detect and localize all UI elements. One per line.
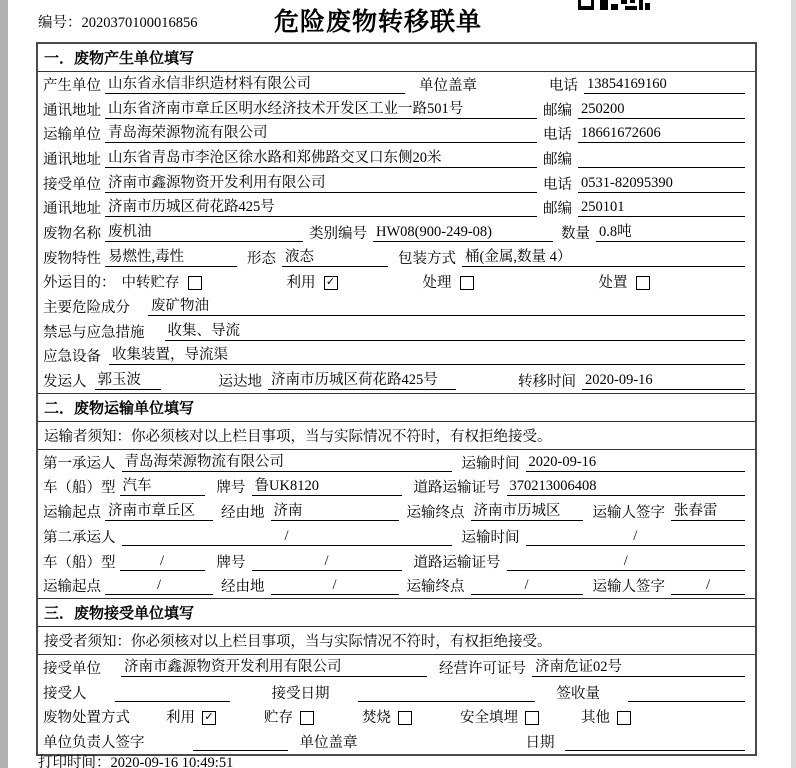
- waste-quantity-label: 数量: [561, 225, 590, 242]
- carrier2-signature-value: /: [671, 576, 745, 595]
- row-first-carrier: [38, 450, 755, 475]
- road-permit1-value: 370213006408: [507, 477, 746, 496]
- purpose-treatment-checkbox: [460, 276, 474, 290]
- terminal2-value: /: [471, 576, 583, 595]
- receiver-person-label: 接受人: [43, 685, 87, 702]
- receiver-unit-label: 接受单位: [43, 176, 101, 193]
- receiver-notice: 接受者须知：你必须核对以上栏目事项，当与实际情况不符时，有权拒绝接受。: [38, 627, 755, 655]
- transport-address-value: 山东省青岛市李沧区徐水路和郑佛路交叉口东侧20米: [105, 149, 537, 168]
- producer-zip-label: 邮编: [543, 102, 572, 119]
- license-number-label: 经营许可证号: [439, 660, 526, 677]
- receiver-zip-value: 250101: [578, 198, 745, 217]
- terminal1-label: 运输终点: [406, 505, 465, 522]
- transporter-notice: 运输者须知：你必须核对以上栏目事项，当与实际情况不符时，有权拒绝接受。: [38, 422, 755, 450]
- receiver-phone-label: 电话: [543, 176, 572, 193]
- disposal-use-label: 利用: [166, 710, 195, 727]
- producer-address-label: 通讯地址: [43, 102, 101, 119]
- transfer-date-value: 2020-09-16: [582, 371, 745, 390]
- row-transport-address: [38, 146, 755, 171]
- transport-zip-label: 邮编: [543, 151, 572, 168]
- row-vehicle2: [38, 549, 755, 574]
- qr-code-fragment: [578, 0, 650, 10]
- row-receiver-person: [38, 680, 755, 705]
- print-time-label: 打印时间：: [38, 755, 111, 768]
- via1-label: 经由地: [221, 505, 265, 522]
- disposal-landfill-checkbox: [525, 711, 539, 725]
- row-producer-unit: [38, 72, 755, 97]
- waste-character-value: 易燃性,毒性: [105, 248, 237, 267]
- emergency-equipment-value: 收集装置，导流渠: [109, 346, 745, 365]
- transport-time1-label: 运输时间: [461, 455, 520, 472]
- responsible-signature-value: [193, 732, 288, 751]
- purpose-use-label: 利用: [286, 275, 316, 292]
- vehicle-type2-value: /: [120, 552, 205, 571]
- row-receiver-unit: [38, 171, 755, 196]
- receive-unit-value: 济南市鑫源物资开发利用有限公司: [121, 658, 427, 677]
- row-vehicle1: [38, 475, 755, 500]
- terminal2-label: 运输终点: [406, 579, 465, 596]
- plate-number1-value: 鲁UK8120: [252, 477, 402, 496]
- row-producer-address: [38, 97, 755, 122]
- transport-time1-value: 2020-09-16: [526, 453, 746, 472]
- form-title: 危险废物转移联单: [273, 8, 482, 36]
- producer-phone-label: 电话: [549, 77, 578, 94]
- plate-number2-label: 牌号: [216, 554, 246, 571]
- via2-value: /: [271, 576, 399, 595]
- emergency-measures-label: 禁忌与应急措施: [43, 324, 145, 341]
- receiver-seal-label: 单位盖章: [299, 734, 358, 751]
- road-permit1-label: 道路运输证号: [413, 480, 501, 497]
- disposal-incineration-label: 焚烧: [362, 710, 391, 727]
- row-transport-unit: [38, 121, 755, 146]
- transport-unit-value: 青岛海荣源物流有限公司: [105, 124, 537, 143]
- disposal-storage-checkbox: [300, 711, 314, 725]
- origin1-label: 运输起点: [43, 505, 101, 522]
- vehicle-type1-label: 车（船）型: [43, 480, 116, 497]
- road-permit2-label: 道路运输证号: [413, 554, 501, 571]
- first-carrier-label: 第一承运人: [43, 455, 116, 472]
- receiver-address-value: 济南市历城区荷花路425号: [105, 198, 537, 217]
- disposal-use-checkbox: ✓: [202, 711, 216, 725]
- transport-phone-label: 电话: [543, 127, 572, 144]
- print-time-line: [38, 751, 233, 768]
- terminal1-value: 济南市历城区: [471, 502, 583, 521]
- manifest-table: [36, 42, 757, 756]
- print-time-value: 2020-09-16 10:49:51: [110, 755, 234, 768]
- disposal-storage-label: 贮存: [264, 710, 293, 727]
- serial-label: 编号：: [38, 15, 82, 31]
- receive-unit-label: 接受单位: [43, 660, 101, 677]
- receiver-address-label: 通讯地址: [43, 201, 101, 218]
- responsible-signature-label: 单位负责人签字: [43, 734, 145, 751]
- waste-quantity-value: 0.8吨: [596, 223, 745, 242]
- receiver-person-value: [115, 683, 230, 702]
- emergency-measures-value: 收集、导流: [165, 322, 746, 341]
- disposal-incineration-checkbox: [398, 711, 412, 725]
- disposal-method-label: 废物处置方式: [43, 710, 130, 727]
- carrier1-signature-label: 运输人签字: [592, 505, 665, 522]
- vehicle-type1-value: 汽车: [120, 477, 205, 496]
- receipt-amount-label: 签收量: [556, 685, 600, 702]
- disposal-other-label: 其他: [581, 710, 610, 727]
- purpose-transfer-storage-label: 中转贮存: [121, 275, 180, 292]
- carrier1-signature-value: 张春雷: [671, 502, 745, 521]
- sign-date-label: 日期: [525, 734, 555, 751]
- transfer-purpose-label: 外运目的：: [43, 275, 116, 292]
- section2-header: 二．废物运输单位填写: [38, 393, 755, 422]
- main-hazard-label: 主要危险成分: [43, 300, 130, 317]
- receive-date-value: [358, 683, 535, 702]
- waste-category-label: 类别编号: [309, 225, 367, 242]
- scan-edge-left: [0, 0, 8, 768]
- purpose-disposal-label: 处置: [598, 275, 628, 292]
- receipt-amount-value: [628, 683, 745, 702]
- transport-zip-value: [578, 149, 745, 168]
- scan-edge-right: [791, 0, 796, 768]
- producer-unit-label: 产生单位: [43, 77, 101, 94]
- disposal-other-checkbox: [617, 711, 631, 725]
- origin1-value: 济南市章丘区: [105, 502, 213, 521]
- destination-value: 济南市历城区荷花路425号: [268, 371, 456, 390]
- transfer-date-label: 转移时间: [518, 374, 576, 391]
- shipper-value: 郭玉波: [95, 371, 161, 390]
- transport-time2-value: /: [526, 527, 746, 546]
- row-receiver-address: [38, 195, 755, 220]
- section3-header: 三．废物接受单位填写: [38, 598, 755, 627]
- plate-number1-label: 牌号: [216, 480, 246, 497]
- destination-label: 运达地: [218, 374, 262, 391]
- main-hazard-value: 废矿物油: [148, 297, 745, 316]
- row-transfer-purpose: [38, 270, 755, 295]
- row-shipper: [38, 368, 755, 393]
- serial-number: 2020370100016856: [81, 15, 198, 31]
- first-carrier-value: 青岛海荣源物流有限公司: [122, 453, 452, 472]
- row-receive-unit: [38, 655, 755, 680]
- waste-form-value: 液态: [282, 248, 388, 267]
- receiver-unit-value: 济南市鑫源物资开发利用有限公司: [105, 174, 537, 193]
- license-number-value: 济南危证02号: [532, 658, 745, 677]
- purpose-treatment-label: 处理: [422, 275, 452, 292]
- second-carrier-label: 第二承运人: [43, 529, 116, 546]
- row-emergency-measures: [38, 319, 755, 344]
- emergency-equipment-label: 应急设备: [43, 349, 101, 366]
- transport-time2-label: 运输时间: [461, 529, 520, 546]
- row-main-hazard: [38, 294, 755, 319]
- waste-name-label: 废物名称: [43, 225, 101, 242]
- sign-date-value: [565, 732, 746, 751]
- waste-character-label: 废物特性: [43, 250, 101, 267]
- disposal-landfill-label: 安全填埋: [460, 710, 518, 727]
- transport-unit-label: 运输单位: [43, 127, 101, 144]
- vehicle-type2-label: 车（船）型: [43, 554, 116, 571]
- receiver-zip-label: 邮编: [543, 201, 572, 218]
- waste-name-value: 废机油: [105, 223, 303, 242]
- row-second-carrier: [38, 524, 755, 549]
- transport-address-label: 通讯地址: [43, 151, 101, 168]
- purpose-use-checkbox: ✓: [324, 276, 338, 290]
- producer-unit-value: 山东省永信非织造材料有限公司: [105, 75, 405, 94]
- transport-phone-value: 18661672606: [578, 124, 745, 143]
- receive-date-label: 接受日期: [271, 685, 330, 702]
- package-type-label: 包装方式: [398, 250, 456, 267]
- producer-zip-value: 250200: [578, 100, 745, 119]
- producer-phone-value: 13854169160: [584, 75, 745, 94]
- row-waste-name: [38, 220, 755, 245]
- carrier2-signature-label: 运输人签字: [592, 579, 665, 596]
- via2-label: 经由地: [221, 579, 265, 596]
- row-route1: [38, 499, 755, 524]
- unit-seal-label: 单位盖章: [419, 77, 477, 94]
- row-disposal-method: [38, 704, 755, 729]
- receiver-phone-value: 0531-82095390: [578, 174, 745, 193]
- waste-category-value: HW08(900-249-08): [373, 223, 553, 242]
- second-carrier-value: /: [122, 527, 452, 546]
- section1-header: 一．废物产生单位填写: [38, 44, 755, 72]
- plate-number2-value: /: [252, 552, 402, 571]
- via1-value: 济南: [271, 502, 399, 521]
- purpose-disposal-checkbox: [636, 276, 650, 290]
- package-type-value: 桶(金属,数量 4）: [462, 248, 745, 267]
- row-waste-character: [38, 245, 755, 270]
- origin2-label: 运输起点: [43, 579, 101, 596]
- producer-address-value: 山东省济南市章丘区明水经济技术开发区工业一路501号: [105, 100, 537, 119]
- shipper-label: 发运人: [43, 374, 87, 391]
- waste-form-label: 形态: [247, 250, 276, 267]
- road-permit2-value: /: [507, 552, 746, 571]
- origin2-value: /: [105, 576, 213, 595]
- row-emergency-equipment: [38, 344, 755, 369]
- row-route2: [38, 573, 755, 598]
- purpose-transfer-storage-checkbox: [188, 276, 202, 290]
